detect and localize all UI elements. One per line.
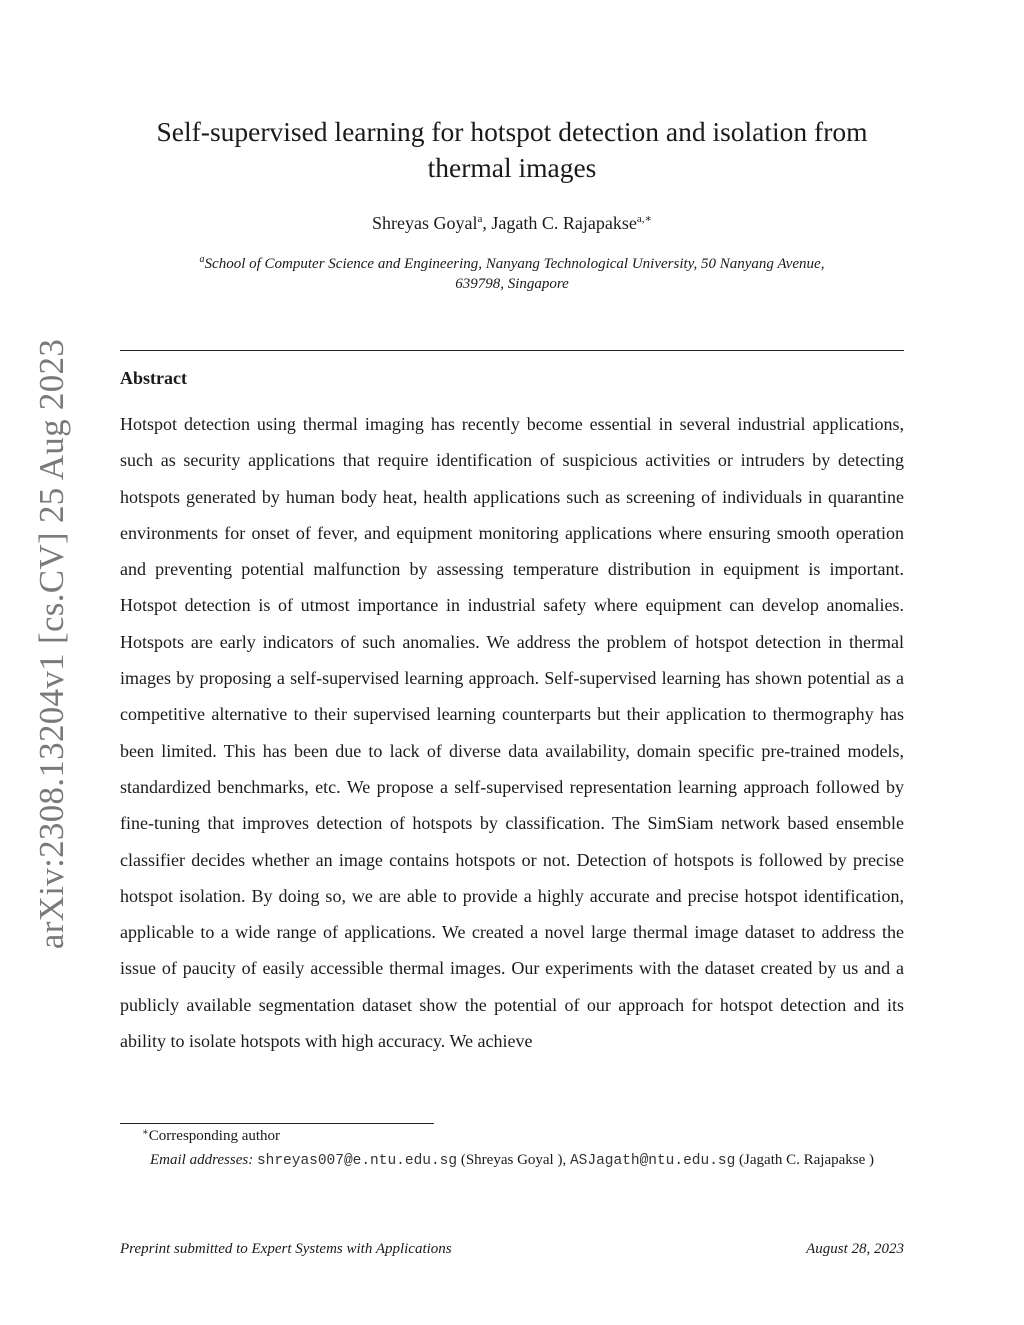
author-separator: , <box>482 213 492 233</box>
footnote-rule <box>120 1123 434 1124</box>
paper-title: Self-supervised learning for hotspot detection and isolation from thermal images <box>156 116 868 183</box>
email-label: Email addresses: <box>150 1152 254 1168</box>
affiliation <box>175 254 849 294</box>
abstract-body: Hotspot detection using thermal imaging has recently become essential in several industrial applications, such as security applications that require identification of suspicious activities or intruders by detecting hotspots generated by human body heat, health applications such as screening of individuals in quarantine environments for onset of fever, and equipment monitoring applications where ensuring smooth operation and preventing potential malfunction by assessing temperature distribution in equipment is important. Hotspot detection is of utmost importance in industrial safety where equipment can develop anomalies. Hotspots are early indicators of such anomalies. We address the problem of hotspot detection in thermal images by proposing a self-supervised learning approach. Self-supervised learning has shown potential as a competitive alternative to their supervised learning counterparts but their application to thermography has been limited. This has been due to lack of diverse data availability, domain specific pre-trained models, standardized benchmarks, etc. We propose a self-supervised representation learning approach followed by fine-tuning that improves detection of hotspots by classification. The SimSiam network based ensemble classifier decides whether an image contains hotspots or not. Detection of hotspots is followed by precise hotspot isolation. By doing so, we are able to provide a highly accurate and precise hotspot identification, applicable to a wide range of applications. We created a novel large thermal image dataset to address the issue of paucity of easily accessible thermal images. Our experiments with the dataset created by us and a publicly available segmentation dataset show the potential of our approach for hotspot detection and its ability to isolate hotspots with high accuracy. We achieve <box>120 414 904 1052</box>
corresponding-marker: ∗ <box>142 1127 149 1138</box>
email-link-rajapakse[interactable]: ASJagath@ntu.edu.sg <box>569 1153 736 1169</box>
author-line <box>120 213 904 234</box>
arxiv-identifier-stamp: arXiv:2308.13204v1 [cs.CV] 25 Aug 2023 <box>32 338 71 950</box>
email-link-goyal[interactable]: shreyas007@e.ntu.edu.sg <box>256 1153 458 1169</box>
affiliation-marker: a <box>199 254 205 265</box>
author-name-1: Shreyas Goyal <box>372 213 478 233</box>
author-2-affiliation-marker: a,∗ <box>636 213 652 225</box>
abstract-heading: Abstract <box>120 368 187 388</box>
author-1-affiliation-marker: a <box>477 213 483 225</box>
preprint-note: Preprint submitted to Expert Systems with Applications <box>120 1241 452 1257</box>
email-owner-goyal: (Shreyas Goyal ), <box>457 1152 570 1168</box>
affiliation-text: School of Computer Science and Engineering, Nanyang Technological University, 50 Nanyang Avenue, 639798, Singapore <box>204 256 825 292</box>
author-name-2: Jagath C. Rajapakse <box>491 213 637 233</box>
corresponding-text: Corresponding author <box>148 1128 281 1144</box>
footnote-emails <box>120 1150 904 1171</box>
email-owner-rajapakse: (Jagath C. Rajapakse ) <box>735 1152 875 1168</box>
footnote-corresponding <box>142 1128 280 1145</box>
abstract-top-rule <box>120 350 904 351</box>
preprint-date: August 28, 2023 <box>806 1241 904 1257</box>
